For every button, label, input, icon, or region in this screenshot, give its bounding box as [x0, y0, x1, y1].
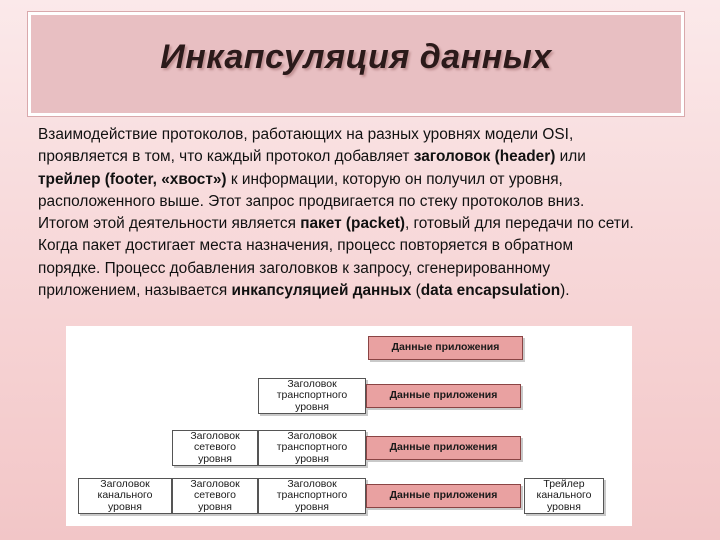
text-run: ( [411, 282, 421, 300]
bold-term: data encapsulation [420, 282, 561, 300]
title-banner [28, 12, 684, 116]
row3-app-data: Данные приложения [366, 436, 521, 460]
slide-title: Инкапсуляция данных [160, 37, 552, 76]
bold-term: пакет (packet) [300, 215, 405, 233]
bold-term: трейлер (footer, «хвост») [38, 170, 227, 188]
encapsulation-diagram [66, 326, 632, 526]
text-run: ). [560, 282, 570, 300]
text-run: к информации, которую он получил от уровня, расположенного выше. Этот запрос продвигается по стеку протоколов вниз. Итогом этой деятельности является [38, 170, 585, 233]
row4-transport-header: Заголовок транспортного уровня [258, 478, 366, 514]
row4-network-header: Заголовок сетевого уровня [172, 478, 258, 514]
text-run: или [555, 148, 586, 166]
text-run: , готовый для передачи по сети. Когда пакет достигает места назначения, процесс повторяется в обратном порядке. Процесс добавления заголовков к запросу, сгенерированному приложением, называется [38, 215, 634, 300]
bold-term: инкапсуляцией данных [231, 282, 412, 300]
row4-app-data: Данные приложения [366, 484, 521, 508]
text-run: Взаимодействие протоколов, работающих на разных уровнях модели OSI, проявляется в том, что каждый протокол добавляет [38, 126, 574, 166]
row4-link-trailer: Трейлер канального уровня [524, 478, 604, 514]
row1-app-data: Данные приложения [368, 336, 523, 360]
row4-link-header: Заголовок канального уровня [78, 478, 172, 514]
row3-transport-header: Заголовок транспортного уровня [258, 430, 366, 466]
body-paragraph [38, 124, 638, 302]
row3-network-header: Заголовок сетевого уровня [172, 430, 258, 466]
row2-app-data: Данные приложения [366, 384, 521, 408]
bold-term: заголовок (header) [413, 148, 556, 166]
row2-transport-header: Заголовок транспортного уровня [258, 378, 366, 414]
